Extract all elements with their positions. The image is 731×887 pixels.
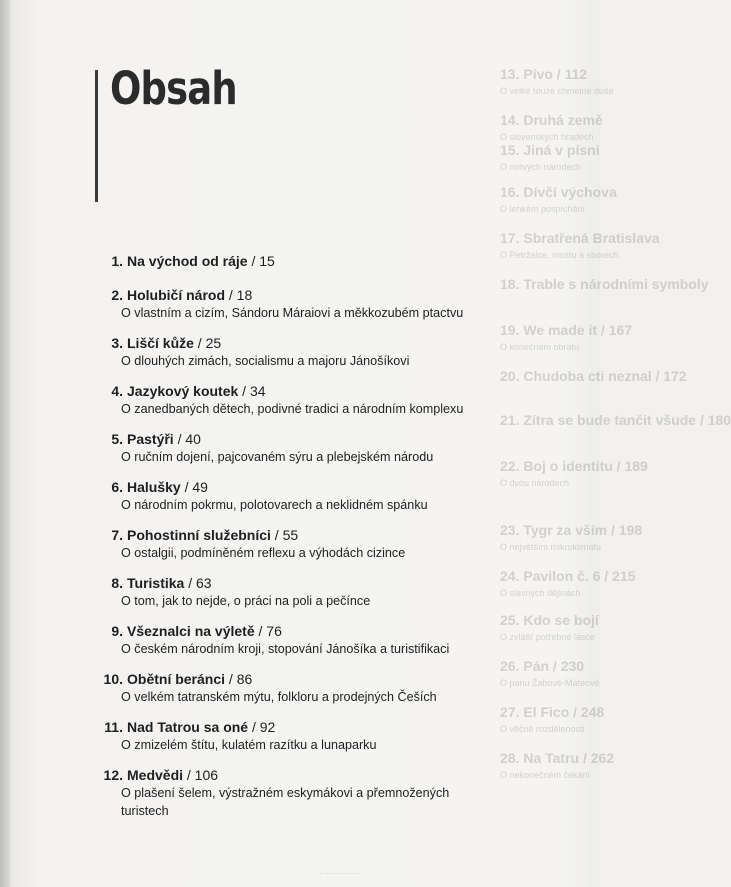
- chapter-title: Obětní beránci: [127, 671, 226, 687]
- table-of-contents: [103, 252, 498, 832]
- chapter-title: Nad Tatrou sa oné: [127, 719, 249, 735]
- toc-entry: [103, 622, 498, 658]
- toc-entry-head: [103, 766, 498, 784]
- toc-entry: [103, 286, 498, 322]
- chapter-description: O ostalgii, podmíněném reflexu a výhodách cizince: [121, 546, 406, 560]
- chapter-page: / 49: [180, 479, 208, 495]
- toc-entry: [103, 526, 498, 562]
- chapter-title: Pastýři: [127, 431, 174, 447]
- title-rule: [95, 70, 98, 202]
- toc-entry-head: [103, 286, 498, 304]
- toc-entry-head: [103, 382, 498, 400]
- chapter-title: Jazykový koutek: [127, 383, 239, 399]
- chapter-number: 6.: [111, 479, 123, 495]
- chapter-page: / 92: [248, 719, 276, 735]
- chapter-page: / 76: [254, 623, 282, 639]
- toc-entry: [103, 430, 498, 466]
- chapter-description: O zmizelém štítu, kulatém razítku a lunaparku: [121, 738, 377, 752]
- chapter-number: 4.: [111, 383, 123, 399]
- toc-entry-head: [103, 526, 498, 544]
- chapter-title: Všeznalci na výletě: [127, 623, 255, 639]
- chapter-page: / 55: [270, 527, 299, 543]
- page-title: Obsah: [110, 62, 237, 115]
- toc-entry: [103, 334, 498, 370]
- toc-entry-head: [103, 478, 498, 496]
- chapter-number: 8.: [111, 575, 123, 591]
- chapter-title: Turistika: [127, 575, 185, 591]
- chapter-description: O národním pokrmu, polotovarech a neklidném spánku: [121, 498, 428, 512]
- chapter-page: / 25: [193, 335, 222, 351]
- chapter-description: O vlastním a cizím, Sándoru Máraiovi a měkkozubém ptactvu: [121, 306, 464, 320]
- chapter-description: O dlouhých zimách, socialismu a majoru Jánošíkovi: [121, 354, 410, 368]
- toc-entry-head: [103, 718, 498, 736]
- chapter-title: Liščí kůže: [127, 335, 194, 351]
- toc-entry: [103, 478, 498, 514]
- chapter-title: Halušky: [127, 479, 181, 495]
- chapter-description: O tom, jak to nejde, o práci na poli a pečínce: [121, 594, 371, 608]
- chapter-description: O ručním dojení, pajcovaném sýru a plebejském národu: [121, 450, 434, 464]
- toc-entry-head: [103, 430, 498, 448]
- chapter-number: 12.: [103, 767, 123, 783]
- bleed-through-folio: [320, 855, 360, 874]
- chapter-title: Pohostinní služebníci: [127, 527, 271, 543]
- chapter-title: Medvědi: [127, 767, 184, 783]
- toc-entry-head: [103, 334, 498, 352]
- chapter-number: 5.: [111, 431, 123, 447]
- toc-entry-head: [103, 622, 498, 640]
- book-spine-shadow: [0, 0, 10, 887]
- chapter-description: O plašení šelem, výstražném eskymákovi a přemnožených turistech: [121, 786, 450, 818]
- chapter-page: / 63: [184, 575, 212, 591]
- chapter-number: 2.: [111, 287, 123, 303]
- chapter-page: / 86: [225, 671, 253, 687]
- chapter-description: O velkém tatranském mýtu, folkloru a prodejných Češích: [121, 690, 437, 704]
- bleed-through-text: 13. Pivo / 112 O velké touze chmelné duše 14. Druhá země O slovenských hradech 15. Jiná v písni O mrtvých národech 16. Dívčí výchova O lehkém pospíchání 17. Sbratřená Bratislava O Petržalce, mostu a sborech 18. Trable s národními symboly 19. We made it / 167 O konečném obratu 20. Chudoba cti neznal / 172 21. Zítra se bude tančit všude / 180 22. Boj o identitu / 189 O dvou národech 23. Tygr za vším / 198 O největším mikroklimatu 24. Pavilon č. 6 / 215 O slavných dějinách 25. Kdo se bojí O zvlášť potřebné lásce 26. Pán / 230 O panu Žabové-Máteové 27. El Fico / 248 O věčné rozdělenosti 28. Na Tatru / 262 O nekonečném čekání: [500, 66, 731, 780]
- chapter-number: 11.: [104, 719, 123, 735]
- toc-entry: [103, 574, 498, 610]
- toc-entry-head: [103, 574, 498, 592]
- chapter-page: / 40: [173, 431, 201, 447]
- toc-entry: [103, 382, 498, 418]
- chapter-page: / 106: [183, 767, 219, 783]
- chapter-description: O zanedbaných dětech, podivné tradici a národním komplexu: [121, 402, 464, 416]
- toc-entry: [103, 766, 498, 820]
- toc-entry-head: [103, 670, 498, 688]
- chapter-page: / 18: [225, 287, 253, 303]
- chapter-description: O českém národním kroji, stopování Jánošíka a turistifikaci: [121, 642, 450, 656]
- toc-entry: [103, 252, 498, 270]
- chapter-page: / 15: [247, 253, 275, 269]
- chapter-number: 3.: [111, 335, 123, 351]
- chapter-title: Na východ od ráje: [127, 253, 248, 269]
- chapter-page: / 34: [238, 383, 266, 399]
- chapter-number: 10.: [103, 671, 123, 687]
- chapter-number: 1.: [111, 253, 123, 269]
- toc-entry: [103, 718, 498, 754]
- chapter-number: 9.: [111, 623, 123, 639]
- chapter-number: 7.: [111, 527, 123, 543]
- toc-entry-head: [103, 252, 498, 270]
- toc-entry: [103, 670, 498, 706]
- chapter-title: Holubičí národ: [127, 287, 225, 303]
